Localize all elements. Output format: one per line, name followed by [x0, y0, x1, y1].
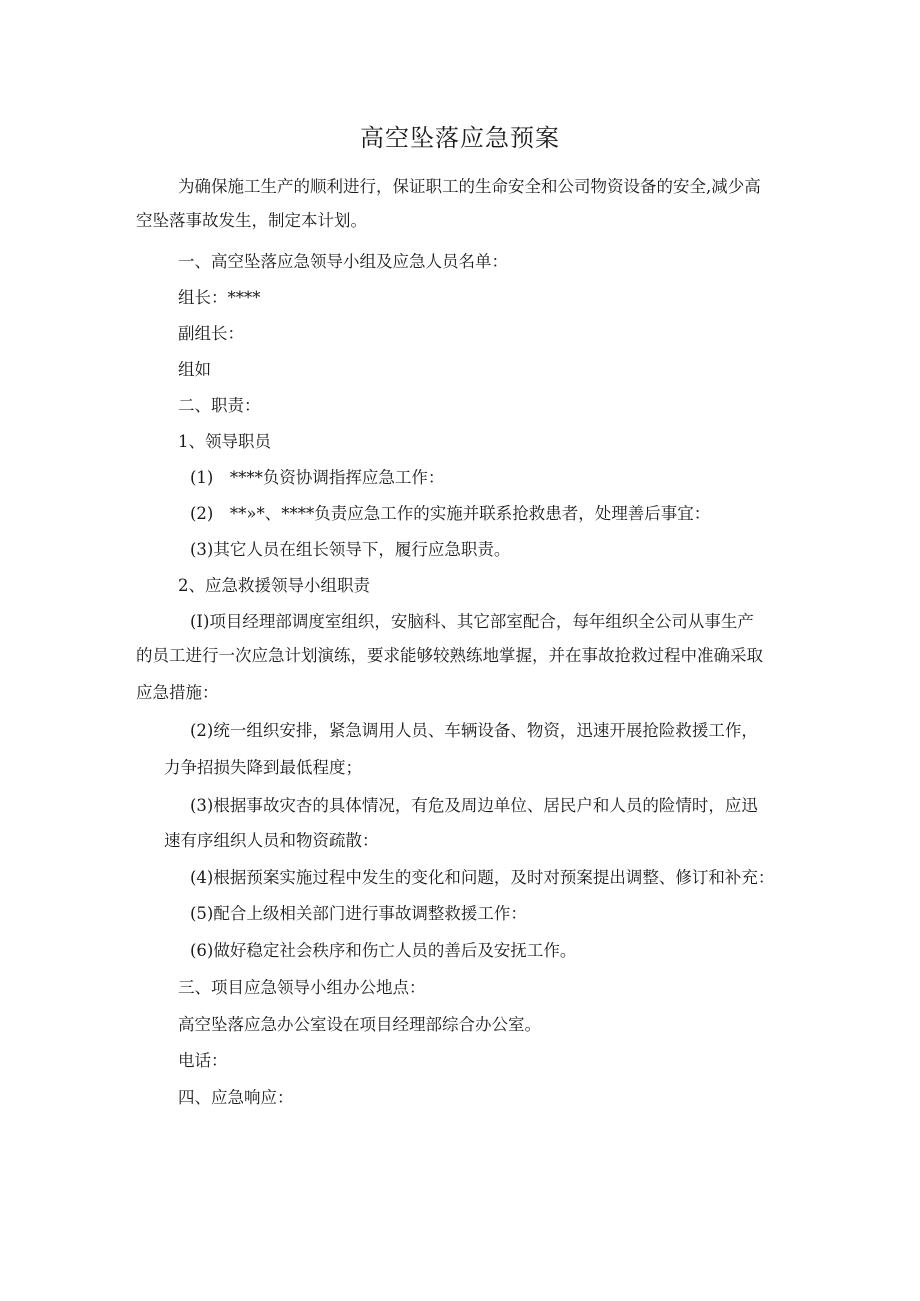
paragraph-line: 电话： — [178, 1051, 228, 1070]
list-item: (5)配合上级相关部门进行事故调整救援工作： — [190, 904, 527, 923]
paragraph-line: 高空坠落应急办公室设在项目经理部综合办公室。 — [178, 1015, 541, 1034]
list-item: (1) ****负资协调指挥应急工作： — [190, 468, 445, 487]
subsection-heading: 1、领导职员 — [178, 432, 271, 451]
subsection-heading: 2、应急救援领导小组职责 — [178, 576, 370, 595]
section-heading: 三、项目应急领导小组办公地点： — [178, 978, 426, 997]
paragraph-line: 副组长： — [178, 324, 244, 343]
list-item: (2)统一组织安排，紧急调用人员、车辆设备、物资，迅速开展抢险救援工作， — [190, 721, 758, 740]
list-item: (4)根据预案实施过程中发生的变化和问题，及时对预案提出调整、修订和补充： — [190, 868, 775, 887]
paragraph-line: 组如 — [178, 360, 211, 379]
paragraph-line: 空坠落事故发生，制定本计划。 — [136, 211, 367, 230]
paragraph-line: 力争招损失降到最低程度； — [164, 758, 362, 777]
list-item: (I)项目经理部调度室组织，安脑科、其它部室配合，每年组织全公司从事生产 — [190, 612, 754, 631]
paragraph-line: 为确保施工生产的顺利进行，保证职工的生命安全和公司物资设备的安全,减少高 — [178, 177, 761, 196]
list-item: (6)做好稳定社会秩序和伤亡人员的善后及安抚工作。 — [190, 941, 577, 960]
section-heading: 一、高空坠落应急领导小组及应急人员名单： — [178, 252, 508, 271]
list-item: (3)根据事故灾杏的具体情况，有危及周边单位、居民户和人员的险情时，应迅 — [190, 796, 758, 815]
paragraph-line: 应急措施： — [136, 683, 219, 702]
paragraph-line: 速有序组织人员和物资疏散： — [164, 831, 379, 850]
list-item: (2) **»*、****负责应急工作的实施并联系抢救患者，处理善后事宜： — [190, 504, 711, 523]
section-heading: 四、应急响应： — [178, 1088, 294, 1107]
document-title: 高空坠落应急预案 — [360, 124, 560, 152]
paragraph-line: 的员工进行一次应急计划演练，要求能够较熟练地掌握，并在事故抢救过程中准确采取 — [136, 646, 763, 665]
paragraph-line: 组长：**** — [178, 288, 261, 307]
list-item: (3)其它人员在组长领导下，履行应急职责。 — [190, 540, 511, 559]
section-heading: 二、职责： — [178, 396, 261, 415]
